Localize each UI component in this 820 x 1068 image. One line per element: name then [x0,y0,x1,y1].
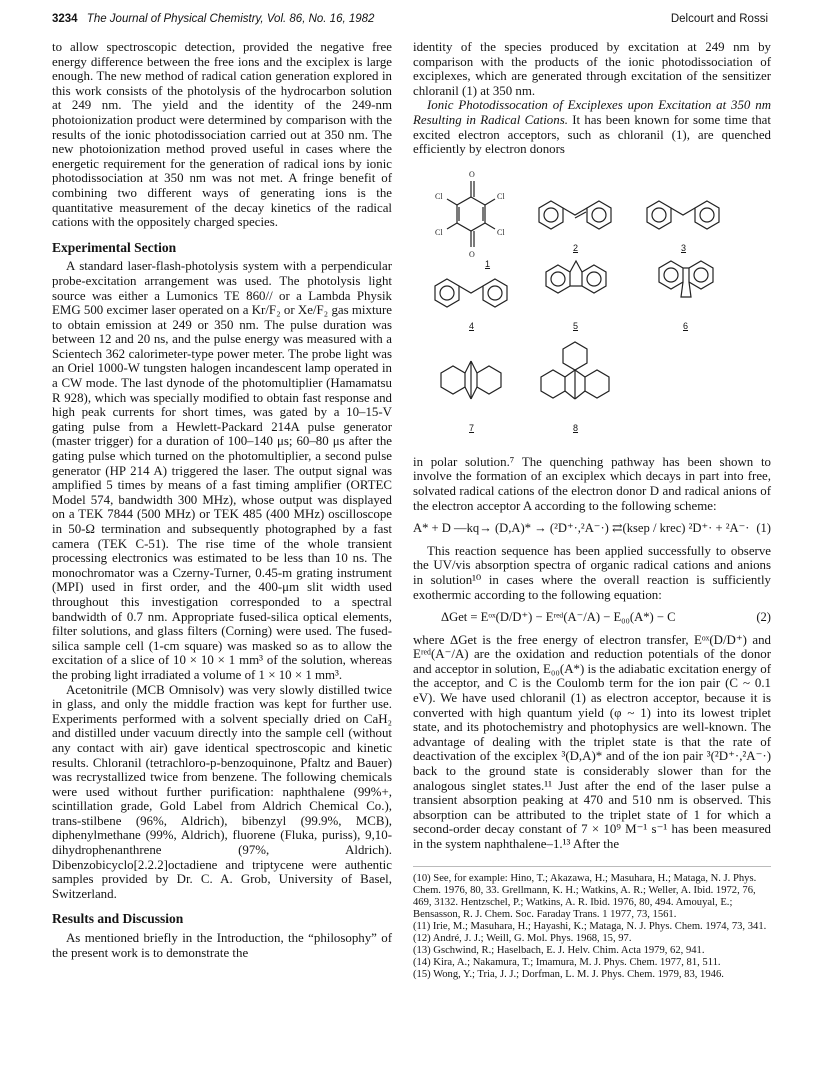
mol-label-1: 1 [485,258,491,269]
journal-citation: The Journal of Physical Chemistry, Vol. 86, No. 16, 1982 [86,13,375,25]
equation-1-number: (1) [756,521,771,536]
reference-12: (12) André, J. J.; Weill, G. Mol. Phys. 1968, 15, 97. [413,932,632,944]
right-paragraph-2 [413,98,771,156]
atom-cl-4: Cl [497,227,505,237]
footnote-references [413,866,771,981]
mol-label-8: 8 [573,422,579,433]
intro-paragraph-end: to allow spectroscopic detection, provided the negative free energy difference between the free ions and the exciplex is large enough. The new method of radical cation generation explored in this work consists of the photolysis of the hydrocarbon solution at 249 nm. The yield and the identity of the 249-nm photoionization product were determined by comparison with the results of the ionic photodissociation carried out at 350 nm. The new photoionization method proved useful in cases where the energetic requirement for the generation of radical ions by ionic photodissociation at 350 nm was not met. A fringe benefit of combining two different ways of generating ions is the quantitative measurement of the decay kinetics of the radical cations with the oppositely charged species. [52,40,392,230]
reference-13: (13) Gschwind, R.; Haselbach, E. J. Helv. Chim. Acta 1979, 62, 941. [413,944,705,956]
equation-2-number: (2) [756,610,771,625]
molecular-structures-figure [413,161,771,449]
reference-11: (11) Irie, M.; Masuhara, H.; Hayashi, K.; Mataga, N. J. Phys. Chem. 1974, 73, 341. [413,920,767,932]
right-paragraph-3: in polar solution.⁷ The quenching pathway has been shown to involve the formation of an exciplex which decays in part into free, solvated radical cations of the electron donor D and radical anions of the electron acceptor A according to the following scheme: [413,454,771,513]
experimental-paragraph-2: Acetonitrile (MCB Omnisolv) was very slowly distilled twice in glass, and only the middle fraction was kept for further use. Experiments performed with a solvent specially dried on CaH₂ and distilled under vacuum directly into the sample cell (without any contact with air) gave identical spectroscopic and kinetic results. Chloranil (tetrachloro-p-benzoquinone, Pfaltz and Bauer) was recrystallized twice from benzene. The following chemicals were used without further purification: naphthalene (99%+, scintillation grade, Gold Label from Aldrich Chemical Co.), trans-stilbene (96%, Aldrich), bibenzyl (99.9%, MCB), diphenylmethane (99%, Aldrich), fluorene (Fluka, puriss), 9,10-dihydrophenanthrene (97%, Aldrich). Dibenzobicyclo[2.2.2]octadiene and triptycene were authentic samples provided by Dr. C. A. Grob, University of Basel, Switzerland. [52,682,392,901]
mol-label-7: 7 [469,422,475,433]
structures-svg [413,161,771,449]
equation-2-body: ΔGet = Eᵒˣ(D/D⁺) − Eʳᵉᵈ(A⁻/A) − E₀₀(A*) − C [441,610,676,625]
atom-cl-1: Cl [435,191,443,201]
mol-label-6: 6 [683,320,689,331]
atom-o-bottom: O [469,249,475,259]
reference-15: (15) Wong, Y.; Tria, J. J.; Dorfman, L. M. J. Phys. Chem. 1979, 83, 1946. [413,968,724,980]
triptycene-structure [541,342,609,399]
equation-2 [413,610,771,625]
subsection-text: It has been known for some time that excited electron acceptors, such as chloranil (1), are quenched efficiently by electron donors [413,112,771,157]
equation-1 [413,521,771,536]
equation-1-body: A* + D —kq→ (D,A)* → (²D⁺·,²A⁻·) ⇄(ksep / krec) ²D⁺· + ²A⁻· [413,521,750,536]
results-paragraph-1: As mentioned briefly in the Introduction, the “philosophy” of the present work is to demonstrate the [52,931,392,960]
bibenzyl-structure [647,201,719,229]
reference-10: (10) See, for example: Hino, T.; Akazawa, H.; Masuhara, H.; Mataga, N. J. Phys. Chem. 1976, 80, 33. Grellmann, K. H.; Watkins, A. R.; Weller, A. Ibid. 1972, 76, 469, 3132. Hentzschel, P.; Watkins, A. R. Ibid. 1976, 80, 494. Amouyal, E.; Bensasson, R. J. Chem. Soc. Faraday Trans. 1 1977, 73, 1561. [413,872,757,920]
fluorene-structure [546,261,606,293]
mol-label-5: 5 [573,320,579,331]
atom-cl-3: Cl [435,227,443,237]
right-paragraph-5: where ΔGet is the free energy of electron transfer, Eᵒˣ(D/D⁺) and Eʳᵉᵈ(A⁻/A) are the oxidation and reduction potentials of the donor and acceptor in solution, E₀₀(A*) is the adiabatic excitation energy of the acceptor, and C is the Coulomb term for the ion pair (C ~ 0.1 eV). We have used chloranil (1) as electron acceptor, because it is converted with high quantum yield (φ ~ 1) into its lowest triplet state, and its photochemistry and photophysics are well-known. The advantage of dealing with the triplet state is that the rate of deactivation of the exciplex ³(D,A)* and of the ion pair ³(²D⁺·,²A⁻·) back to the ground state is considerably slower than for the analogous singlet states.¹¹ Just after the end of the laser pulse a transient absorption peaking at 470 and 510 nm is observed. This absorption can be attributed to the triplet state of 1 for which a second-order decay constant of 7 × 10⁹ M⁻¹ s⁻¹ has been measured in the system naphthalene–1.¹³ After the [413,632,771,851]
header-authors: Delcourt and Rossi [670,13,768,25]
chloranil-structure [435,170,505,259]
atom-o-top: O [469,169,475,179]
page-number: 3234 [52,13,78,25]
mol-label-2: 2 [573,242,579,253]
experimental-heading: Experimental Section [52,239,177,255]
atom-cl-2: Cl [497,191,505,201]
diphenylmethane-structure [435,279,507,307]
stilbene-structure [539,201,611,229]
right-paragraph-1: identity of the species produced by excitation at 249 nm by comparison with the products of the ionic photodissociation of exciplexes, which are generated through excitation of the sensitizer chloranil (1) at 350 nm. [413,40,771,98]
dibenzobicyclooctadiene-structure [441,361,501,399]
right-column [413,40,771,981]
header-left [52,13,374,25]
dihydrophenanthrene-structure [659,261,713,297]
experimental-paragraph-1: A standard laser-flash-photolysis system with a perpendicular probe-excitation arrangement was used. The photolysis light source was either a Lumonics TE 860// or a Lambda Physik EMG 500 excimer laser operated on a Kr/F₂ or Xe/F₂ gas mixture to obtain emission at 249 or 350 nm. The pulse duration was between 12 and 20 ns, and the pulse energy was measured with a Scientech 362 calorimeter-type power meter. The probe light was an Oriel 1000-W tungsten halogen incandescent lamp operated in a CW mode. The last dynode of the photomultiplier (Hamamatsu R 928), which was specially modified to obtain fast response and high peak currents for short times, was gated by a 10–15-V gating pulse from a Hewlett-Packard 214A pulse generator (master trigger) for a duration of 100–140 μs; 60–80 μs after the gating pulse which turned on the photomultiplier, a second pulse generator (HP 214 A) triggered the laser. The output signal was amplified 5 times by means of a fast timing amplifier (ORTEC Model 574, bandwidth 300 MHz), whose output was displayed on a TEK 7844 (500 MHz) or TEK 485 (400 MHz) oscilloscope in 50-Ω termination and subsequently photographed by a fast camera (TEK C-51). The rise time of the whole transient processing electronics was estimated to be less than 10 ns. The monochromator was a Czerny-Turner, 0.45-m grating instrument (MPI) used in first order, and the 400-μm slit width used throughout this investigation corresponded to a spectral bandwidth of 0.7 nm. Appropriate fused-silica optical elements, filter solutions, and glass filters (Corning) were used. The fused-silica sample cell (1-cm square) was masked so as to allow the excitation of a slice of 10 × 10 × 1 mm³ of the solution, whereas the probing light irradiated a volume of 1 × 10 × 1 mm³. [52,259,392,682]
mol-label-3: 3 [681,242,687,253]
page-header [52,13,768,31]
subsection-heading: Ionic Photodissocation of Exciplexes upon Excitation at 350 nm Resulting in Radical Cations. [413,98,771,127]
reference-14: (14) Kira, A.; Nakamura, T.; Imamura, M. J. Phys. Chem. 1977, 81, 511. [413,956,721,968]
results-heading: Results and Discussion [52,911,184,927]
right-paragraph-4: This reaction sequence has been applied successfully to observe the UV/vis absorption spectra of organic radical cations and anions in solution¹⁰ in cases where the overall reaction is sufficiently exothermic according to the following equation: [413,543,771,602]
left-column [52,40,392,960]
mol-label-4: 4 [469,320,475,331]
